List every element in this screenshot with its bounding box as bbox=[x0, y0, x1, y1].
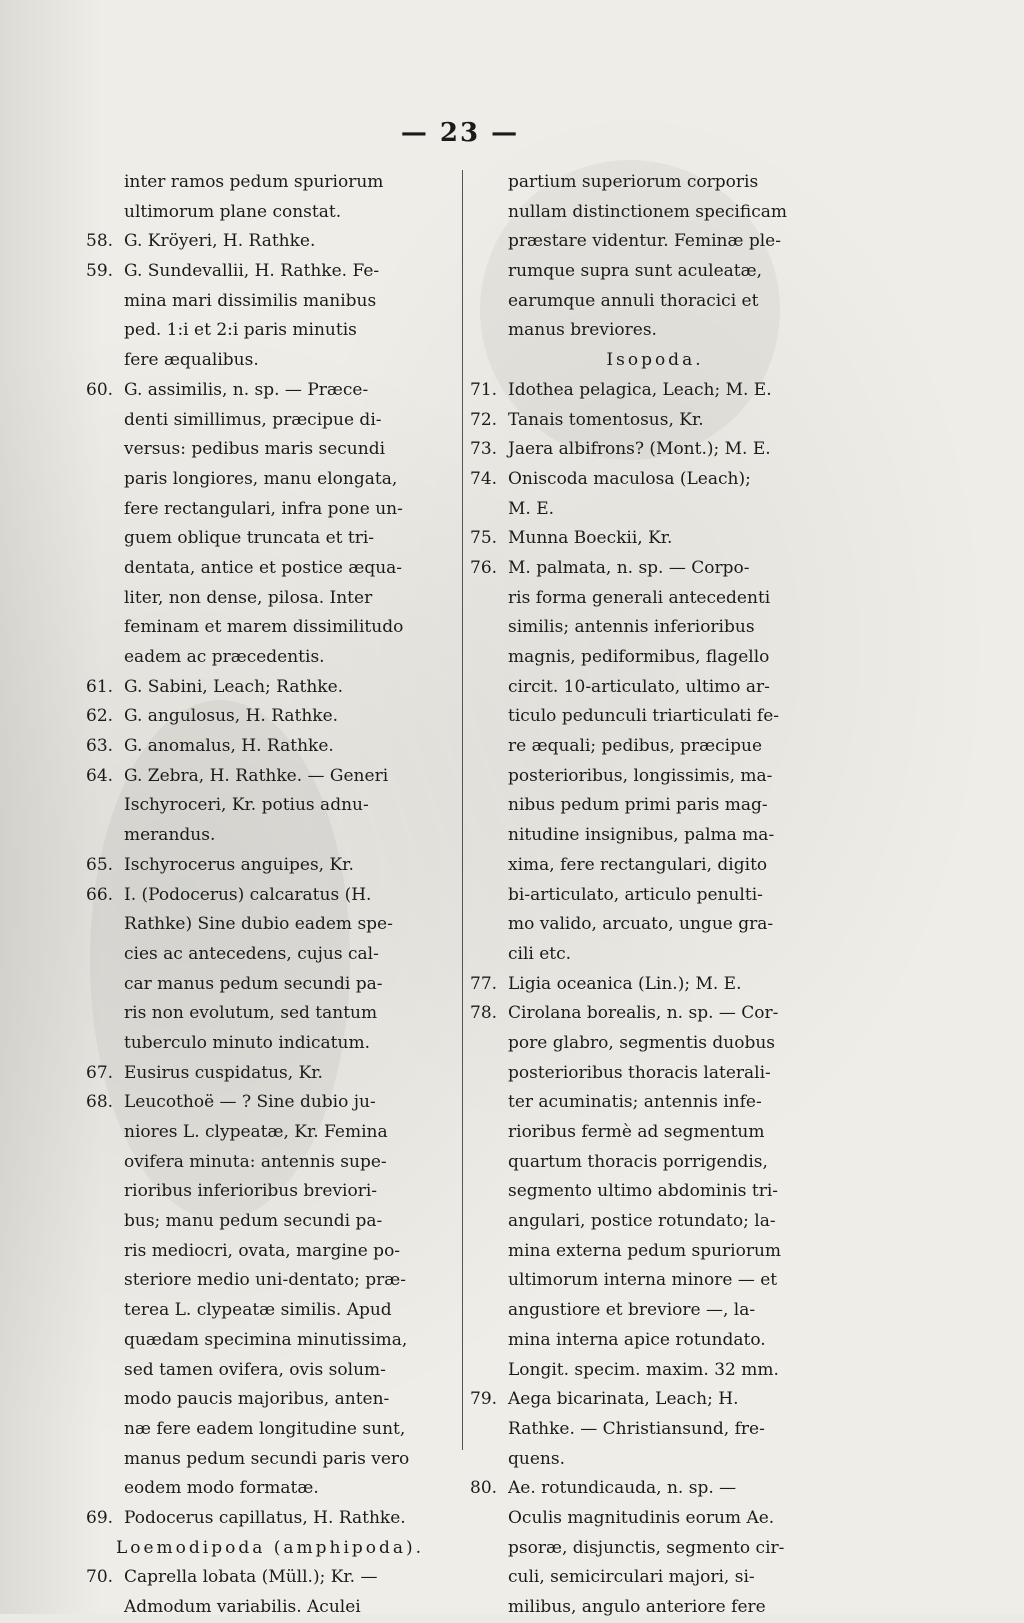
line-text: Leucothoë — ? Sine dubio ju- bbox=[124, 1092, 376, 1113]
right-column bbox=[470, 168, 840, 1623]
line-text: similis; antennis inferioribus bbox=[508, 617, 755, 638]
line-text: Aega bicarinata, Leach; H. bbox=[508, 1389, 739, 1410]
line-text: cili etc. bbox=[508, 943, 572, 964]
line-text: milibus, angulo anteriore fere bbox=[508, 1597, 766, 1617]
text-line bbox=[470, 1029, 840, 1059]
text-line bbox=[470, 435, 840, 465]
line-text: ultimorum plane constat. bbox=[124, 201, 342, 222]
line-text: Caprella lobata (Müll.); Kr. — bbox=[124, 1567, 378, 1588]
text-line bbox=[86, 1445, 454, 1475]
text-line bbox=[470, 1415, 840, 1445]
line-text: Rathke. — Christiansund, fre- bbox=[508, 1418, 765, 1439]
line-text: ped. 1:i et 2:i paris minutis bbox=[124, 320, 357, 341]
text-line bbox=[86, 702, 454, 732]
text-line bbox=[86, 287, 454, 317]
text-line bbox=[86, 732, 454, 762]
line-text: næ fere eadem longitudine sunt, bbox=[124, 1418, 406, 1439]
text-line bbox=[86, 940, 454, 970]
line-text: ris forma generali antecedenti bbox=[508, 587, 771, 608]
line-text: M. palmata, n. sp. — Corpo- bbox=[508, 557, 750, 578]
line-text: merandus. bbox=[124, 825, 216, 846]
text-line bbox=[470, 1474, 840, 1504]
line-text: partium superiorum corporis bbox=[508, 172, 759, 192]
line-text: Cirolana borealis, n. sp. — Cor- bbox=[508, 1003, 779, 1024]
text-line bbox=[470, 1326, 840, 1356]
text-line bbox=[470, 1266, 840, 1296]
line-text: Oculis magnitudinis eorum Ae. bbox=[508, 1507, 775, 1528]
line-text: liter, non dense, pilosa. Inter bbox=[124, 587, 373, 608]
line-text: mina interna apice rotundato. bbox=[508, 1329, 766, 1350]
line-text: Eusirus cuspidatus, Kr. bbox=[124, 1062, 323, 1083]
text-line bbox=[86, 1177, 454, 1207]
text-line bbox=[86, 791, 454, 821]
line-text: sed tamen ovifera, ovis solum- bbox=[124, 1359, 386, 1380]
text-line bbox=[470, 316, 840, 346]
line-text: M. E. bbox=[508, 498, 555, 519]
text-line bbox=[470, 198, 840, 228]
text-line bbox=[470, 1593, 840, 1623]
text-line bbox=[86, 1415, 454, 1445]
text-line bbox=[470, 1504, 840, 1534]
text-line bbox=[86, 970, 454, 1000]
line-text: nibus pedum primi paris mag- bbox=[508, 795, 768, 816]
line-text: fere æqualibus. bbox=[124, 350, 259, 371]
line-text: G. Sabini, Leach; Rathke. bbox=[124, 676, 344, 697]
text-line bbox=[470, 1296, 840, 1326]
text-line bbox=[470, 1207, 840, 1237]
entry-number: 72. bbox=[470, 409, 498, 430]
line-text: Tanais tomentosus, Kr. bbox=[508, 409, 704, 430]
text-line bbox=[86, 821, 454, 851]
text-line bbox=[86, 524, 454, 554]
line-text: Rathke) Sine dubio eadem spe- bbox=[124, 914, 393, 935]
entry-number: 60. bbox=[86, 379, 114, 400]
entry-number: 68. bbox=[86, 1092, 114, 1113]
line-text: G. Kröyeri, H. Rathke. bbox=[124, 231, 316, 252]
line-text: rumque supra sunt aculeatæ, bbox=[508, 261, 763, 282]
text-line bbox=[86, 1326, 454, 1356]
line-text: xima, fere rectangulari, digito bbox=[508, 854, 768, 875]
line-text: psoræ, disjunctis, segmento cir- bbox=[508, 1537, 785, 1558]
text-line bbox=[86, 227, 454, 257]
line-text: angulari, postice rotundato; la- bbox=[508, 1211, 776, 1232]
line-text: bi-articulato, articulo penulti- bbox=[508, 884, 763, 905]
line-text: car manus pedum secundi pa- bbox=[124, 973, 383, 994]
line-text: denti simillimus, præcipue di- bbox=[124, 409, 382, 430]
text-line bbox=[470, 1088, 840, 1118]
line-text: ris non evolutum, sed tantum bbox=[124, 1003, 378, 1024]
text-line bbox=[86, 1118, 454, 1148]
line-text: pore glabro, segmentis duobus bbox=[508, 1032, 776, 1053]
entry-number: 71. bbox=[470, 379, 498, 400]
entry-number: 79. bbox=[470, 1389, 498, 1410]
text-line bbox=[470, 1445, 840, 1475]
line-text: steriore medio uni-dentato; præ- bbox=[124, 1270, 407, 1291]
line-text: G. anomalus, H. Rathke. bbox=[124, 736, 334, 757]
text-line bbox=[86, 881, 454, 911]
text-line bbox=[470, 762, 840, 792]
line-text: dentata, antice et postice æqua- bbox=[124, 557, 403, 578]
line-text: versus: pedibus maris secundi bbox=[124, 439, 386, 460]
line-text: culi, semicirculari majori, si- bbox=[508, 1567, 755, 1588]
line-text: Longit. specim. maxim. 32 mm. bbox=[508, 1359, 779, 1380]
section-heading-text: Loemodipoda (amphipoda). bbox=[115, 1537, 425, 1558]
text-line bbox=[470, 881, 840, 911]
text-line bbox=[470, 970, 840, 1000]
line-text: Oniscoda maculosa (Leach); bbox=[508, 468, 751, 489]
line-text: Munna Boeckii, Kr. bbox=[508, 528, 673, 549]
line-text: modo paucis majoribus, anten- bbox=[124, 1389, 390, 1410]
line-text: magnis, pediformibus, flagello bbox=[508, 647, 770, 667]
text-line bbox=[470, 1356, 840, 1386]
entry-number: 76. bbox=[470, 557, 498, 578]
text-line bbox=[470, 910, 840, 940]
line-text: Ligia oceanica (Lin.); M. E. bbox=[508, 973, 742, 994]
text-line bbox=[470, 554, 840, 584]
text-line bbox=[470, 791, 840, 821]
entry-number: 65. bbox=[86, 854, 114, 875]
line-text: G. assimilis, n. sp. — Præce- bbox=[124, 379, 369, 400]
text-line bbox=[470, 287, 840, 317]
line-text: Jaera albifrons? (Mont.); M. E. bbox=[508, 439, 771, 460]
text-line bbox=[470, 1385, 840, 1415]
line-text: guem oblique truncata et tri- bbox=[124, 528, 375, 549]
text-line bbox=[86, 346, 454, 376]
text-line bbox=[86, 406, 454, 436]
text-line bbox=[86, 910, 454, 940]
text-line bbox=[86, 495, 454, 525]
text-line bbox=[470, 376, 840, 406]
left-column bbox=[86, 168, 454, 1623]
text-line bbox=[86, 643, 454, 673]
text-line bbox=[470, 584, 840, 614]
text-line bbox=[86, 198, 454, 228]
line-text: fere rectangulari, infra pone un- bbox=[124, 498, 403, 519]
entry-number: 69. bbox=[86, 1507, 114, 1528]
entry-number: 80. bbox=[470, 1478, 498, 1499]
line-text: bus; manu pedum secundi pa- bbox=[124, 1211, 383, 1232]
line-text: niores L. clypeatæ, Kr. Femina bbox=[124, 1122, 388, 1142]
text-line bbox=[470, 495, 840, 525]
text-line bbox=[86, 376, 454, 406]
line-text: posterioribus, longissimis, ma- bbox=[508, 765, 773, 786]
text-line bbox=[470, 1563, 840, 1593]
line-text: re æquali; pedibus, præcipue bbox=[508, 736, 763, 757]
column-divider bbox=[462, 170, 463, 1450]
text-line bbox=[86, 999, 454, 1029]
text-line bbox=[470, 168, 840, 198]
line-text: segmento ultimo abdominis tri- bbox=[508, 1181, 779, 1202]
entry-number: 66. bbox=[86, 884, 114, 905]
entry-number: 61. bbox=[86, 676, 114, 697]
line-text: angustiore et breviore —, la- bbox=[508, 1300, 756, 1321]
entry-number: 74. bbox=[470, 468, 498, 489]
line-text: rioribus fermè ad segmentum bbox=[508, 1122, 765, 1142]
line-text: eadem ac præcedentis. bbox=[124, 647, 325, 667]
line-text: nullam distinctionem specificam bbox=[508, 201, 787, 222]
line-text: Idothea pelagica, Leach; M. E. bbox=[508, 379, 772, 400]
line-text: quens. bbox=[508, 1448, 565, 1469]
text-line bbox=[86, 1474, 454, 1504]
text-line bbox=[86, 613, 454, 643]
line-text: G. Sundevallii, H. Rathke. Fe- bbox=[124, 261, 380, 282]
text-line bbox=[86, 1504, 454, 1534]
text-line bbox=[86, 465, 454, 495]
text-line bbox=[470, 465, 840, 495]
text-line bbox=[470, 732, 840, 762]
text-line bbox=[86, 1296, 454, 1326]
line-text: paris longiores, manu elongata, bbox=[124, 468, 398, 489]
line-text: G. angulosus, H. Rathke. bbox=[124, 706, 339, 727]
line-text: posterioribus thoracis laterali- bbox=[508, 1062, 771, 1083]
text-line bbox=[86, 1266, 454, 1296]
line-text: Ischyroceri, Kr. potius adnu- bbox=[124, 795, 369, 816]
text-line bbox=[86, 1088, 454, 1118]
text-line bbox=[86, 435, 454, 465]
line-text: feminam et marem dissimilitudo bbox=[124, 617, 404, 638]
line-text: ris mediocri, ovata, margine po- bbox=[124, 1240, 401, 1261]
text-line bbox=[470, 1177, 840, 1207]
line-text: I. (Podocerus) calcaratus (H. bbox=[124, 884, 372, 905]
line-text: præstare videntur. Feminæ ple- bbox=[508, 231, 781, 252]
line-text: rioribus inferioribus breviori- bbox=[124, 1181, 378, 1202]
text-line bbox=[86, 1059, 454, 1089]
section-heading bbox=[86, 1534, 454, 1564]
line-text: mina mari dissimilis manibus bbox=[124, 290, 377, 311]
text-line bbox=[470, 257, 840, 287]
line-text: ovifera minuta: antennis supe- bbox=[124, 1151, 387, 1172]
line-text: mina externa pedum spuriorum bbox=[508, 1240, 782, 1261]
entry-number: 59. bbox=[86, 261, 114, 282]
text-line bbox=[470, 1534, 840, 1564]
text-line bbox=[470, 1059, 840, 1089]
text-line bbox=[470, 406, 840, 436]
text-line bbox=[86, 673, 454, 703]
line-text: inter ramos pedum spuriorum bbox=[124, 172, 384, 192]
line-text: nitudine insignibus, palma ma- bbox=[508, 825, 775, 846]
text-line bbox=[86, 1385, 454, 1415]
line-text: tuberculo minuto indicatum. bbox=[124, 1032, 370, 1053]
line-text: eodem modo formatæ. bbox=[124, 1478, 319, 1499]
text-line bbox=[86, 1593, 454, 1623]
line-text: Ischyrocerus anguipes, Kr. bbox=[124, 854, 354, 875]
text-line bbox=[86, 1207, 454, 1237]
page-number: — 23 — bbox=[400, 118, 520, 148]
text-line bbox=[470, 613, 840, 643]
line-text: G. Zebra, H. Rathke. — Generi bbox=[124, 765, 389, 786]
text-line bbox=[86, 316, 454, 346]
entry-number: 58. bbox=[86, 231, 114, 252]
line-text: ultimorum interna minore — et bbox=[508, 1270, 778, 1291]
section-heading-text: Isopoda. bbox=[606, 350, 704, 371]
text-line bbox=[86, 1356, 454, 1386]
line-text: ticulo pedunculi triarticulati fe- bbox=[508, 706, 780, 727]
line-text: ter acuminatis; antennis infe- bbox=[508, 1092, 762, 1113]
line-text: manus breviores. bbox=[508, 320, 657, 341]
text-line bbox=[86, 554, 454, 584]
text-line bbox=[86, 1237, 454, 1267]
entry-number: 73. bbox=[470, 439, 498, 460]
text-line bbox=[470, 940, 840, 970]
text-line bbox=[470, 1237, 840, 1267]
text-line bbox=[470, 1148, 840, 1178]
entry-number: 63. bbox=[86, 736, 114, 757]
text-line bbox=[86, 257, 454, 287]
line-text: mo valido, arcuato, ungue gra- bbox=[508, 914, 774, 935]
entry-number: 78. bbox=[470, 1003, 498, 1024]
line-text: Ae. rotundicauda, n. sp. — bbox=[508, 1478, 737, 1499]
line-text: Podocerus capillatus, H. Rathke. bbox=[124, 1507, 406, 1528]
entry-number: 64. bbox=[86, 765, 114, 786]
entry-number: 62. bbox=[86, 706, 114, 727]
line-text: Admodum variabilis. Aculei bbox=[124, 1597, 361, 1617]
line-text: quædam specimina minutissima, bbox=[124, 1329, 408, 1350]
text-line bbox=[86, 851, 454, 881]
text-line bbox=[86, 1029, 454, 1059]
line-text: earumque annuli thoracici et bbox=[508, 290, 759, 311]
text-line bbox=[86, 168, 454, 198]
text-line bbox=[470, 227, 840, 257]
text-line bbox=[86, 1563, 454, 1593]
text-line bbox=[470, 702, 840, 732]
line-text: manus pedum secundi paris vero bbox=[124, 1448, 410, 1469]
text-line bbox=[470, 673, 840, 703]
entry-number: 75. bbox=[470, 528, 498, 549]
text-line bbox=[86, 762, 454, 792]
entry-number: 67. bbox=[86, 1062, 114, 1083]
line-text: circit. 10-articulato, ultimo ar- bbox=[508, 676, 770, 697]
text-line bbox=[470, 851, 840, 881]
text-line bbox=[470, 1118, 840, 1148]
text-line bbox=[470, 999, 840, 1029]
section-heading bbox=[470, 346, 840, 376]
line-text: cies ac antecedens, cujus cal- bbox=[124, 943, 379, 964]
text-line bbox=[470, 821, 840, 851]
entry-number: 70. bbox=[86, 1567, 114, 1588]
line-text: terea L. clypeatæ similis. Apud bbox=[124, 1300, 392, 1321]
text-line bbox=[470, 643, 840, 673]
entry-number: 77. bbox=[470, 973, 498, 994]
line-text: quartum thoracis porrigendis, bbox=[508, 1151, 768, 1172]
text-line bbox=[86, 584, 454, 614]
text-line bbox=[470, 524, 840, 554]
text-line bbox=[86, 1148, 454, 1178]
